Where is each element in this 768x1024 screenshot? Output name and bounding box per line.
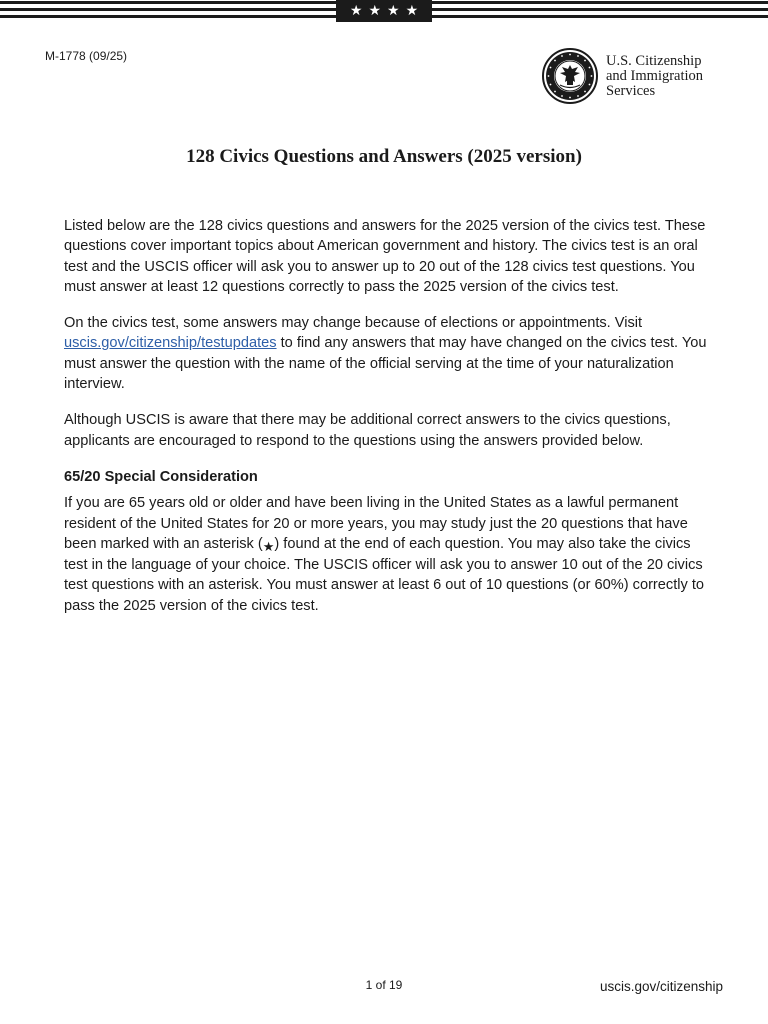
agency-name [606, 54, 703, 99]
updates-text-before: On the civics test, some answers may change because of elections or appointments. Visit [64, 315, 643, 332]
updates-text-after: to find any answers that may have changed on the civics test. You must answer the question with the name of the official serving at the time of your naturalization interview. [64, 335, 707, 393]
agency-name-line: Services [606, 82, 656, 99]
asterisk-star-icon: ★ [262, 539, 275, 555]
page-number: 1 of 19 [365, 978, 403, 992]
agency-name-line: U.S. Citizenship [606, 52, 702, 69]
intro-paragraph: Listed below are the 128 civics questions and answers for the 2025 version of the civics test. These questions cover important topics about American government and history. The civics test is an oral test and the USCIS officer will ask you to answer up to 20 out of the 128 civics test questions. You must answer at least 12 questions correctly to pass the 2025 version of the civics test. [64, 218, 706, 295]
star-icon: ★ [349, 3, 363, 19]
special-consideration-heading: 65/20 Special Consideration [64, 468, 258, 485]
answers-paragraph: Although USCIS is aware that there may be additional correct answers to the civics questions, applicants are encouraged to respond to the questions using the answers provided below. [64, 412, 671, 449]
updates-paragraph [64, 313, 712, 394]
star-icon: ★ [405, 3, 419, 19]
agency-logo [542, 46, 732, 106]
dhs-seal-icon [542, 48, 598, 104]
agency-name-line: and Immigration [606, 67, 704, 84]
top-banner [0, 0, 768, 22]
special-consideration-paragraph [64, 493, 712, 616]
testupdates-link[interactable]: uscis.gov/citizenship/testupdates [64, 335, 277, 352]
star-icon: ★ [368, 3, 381, 19]
footer-url: uscis.gov/citizenship [599, 979, 723, 994]
document-title: 128 Civics Questions and Answers (2025 version) [186, 146, 582, 167]
special-text-after: ) found at the end of each question. You may also take the civics test in the language of your choice. The USCIS officer will ask you to answer 10 out of the 20 civics test questions with an asterisk. You must answer at least 6 out of 10 questions (or 60%) correctly to pass the 2025 version of the civics test. [64, 535, 705, 614]
form-number: M-1778 (09/25) [45, 49, 128, 63]
banner-star-box [336, 0, 432, 22]
star-icon: ★ [387, 3, 400, 19]
special-text-before: If you are 65 years old or older and have been living in the United States as a lawful permanent resident of the United States for 20 or more years, you may study just the 20 questions that have been marked with an asterisk ( [64, 495, 688, 552]
document-body [64, 216, 712, 632]
